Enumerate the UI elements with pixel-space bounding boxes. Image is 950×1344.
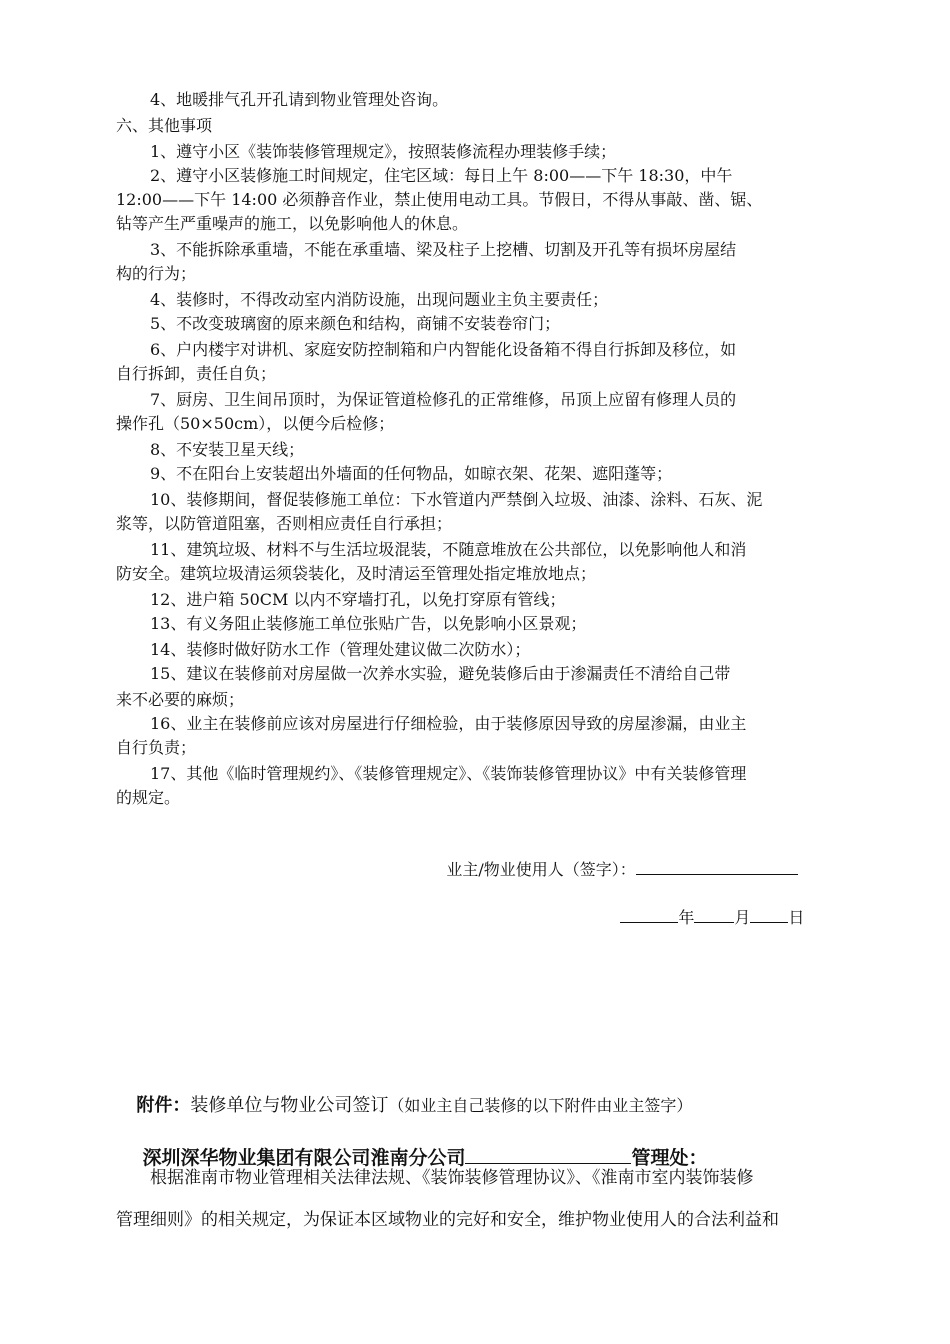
text-line: 7、厨房、卫生间吊顶时，为保证管道检修孔的正常维修，吊顶上应留有修理人员的 (150, 390, 737, 409)
text-line: 来不必要的麻烦； (116, 690, 245, 709)
text-line: 构的行为； (116, 264, 197, 283)
text-line: 钻等产生严重噪声的施工，以免影响他人的休息。 (116, 214, 469, 233)
text-line: 自行拆卸，责任自负； (116, 364, 277, 383)
text-line: 11、建筑垃圾、材料不与生活垃圾混装，不随意堆放在公共部位，以免影响他人和消 (150, 540, 747, 559)
text-line: 12:00——下午 14:00 必须静音作业，禁止使用电动工具。节假日，不得从事敲、凿、锯、 (116, 190, 763, 209)
month-blank[interactable] (694, 906, 734, 923)
text-line: 4、地暖排气孔开孔请到物业管理处咨询。 (150, 90, 449, 109)
company-name: 深圳深华物业集团有限公司淮南分公司 (142, 1147, 466, 1169)
year-label: 年 (678, 908, 695, 927)
paragraph-line: 根据淮南市物业管理相关法律法规、《装饰装修管理协议》、《淮南市室内装饰装修 (150, 1168, 754, 1188)
text-line: 4、装修时，不得改动室内消防设施，出现问题业主负主要责任； (150, 290, 609, 309)
paragraph-line: 管理细则》的相关规定，为保证本区域物业的完好和安全，维护物业使用人的合法利益和 (116, 1210, 779, 1230)
text-line: 5、不改变玻璃窗的原来颜色和结构，商铺不安装卷帘门； (150, 314, 561, 333)
text-line: 自行负责； (116, 738, 197, 757)
text-line: 1、遵守小区《装饰装修管理规定》，按照装修流程办理装修手续； (150, 142, 617, 161)
office-blank[interactable] (465, 1145, 631, 1164)
text-line: 6、户内楼宇对讲机、家庭安防控制箱和户内智能化设备箱不得自行拆卸及移位，如 (150, 340, 737, 359)
text-line: 12、进户箱 50CM 以内不穿墙打孔，以免打穿原有管线； (150, 590, 566, 609)
text-line: 17、其他《临时管理规约》、《装修管理规定》、《装饰装修管理协议》中有关装修管理 (150, 764, 747, 783)
text-line: 防安全。建筑垃圾清运须袋装化，及时清运至管理处指定堆放地点； (116, 564, 597, 583)
text-line: 的规定。 (116, 788, 181, 807)
day-label: 日 (788, 908, 805, 927)
attachment-title: 装修单位与物业公司签订 (190, 1095, 389, 1116)
signature-blank[interactable] (636, 858, 798, 875)
attachment-label: 附件： (136, 1095, 191, 1116)
text-line: 9、不在阳台上安装超出外墙面的任何物品，如晾衣架、花架、遮阳蓬等； (150, 464, 673, 483)
text-line: 13、有义务阻止装修施工单位张贴广告，以免影响小区景观； (150, 614, 587, 633)
signature-label: 业主/物业使用人（签字）： (446, 860, 636, 879)
text-line: 8、不安装卫星天线； (150, 440, 305, 459)
day-blank[interactable] (750, 906, 788, 923)
text-line: 16、业主在装修前应该对房屋进行仔细检验，由于装修原因导致的房屋渗漏，由业主 (150, 714, 747, 733)
text-line: 浆等，以防管道阻塞，否则相应责任自行承担； (116, 514, 453, 533)
month-label: 月 (734, 908, 751, 927)
text-line: 10、装修期间，督促装修施工单位：下水管道内严禁倒入垃圾、油漆、涂料、石灰、泥 (150, 490, 763, 509)
text-line: 3、不能拆除承重墙，不能在承重墙、梁及柱子上挖槽、切割及开孔等有损坏房屋结 (150, 240, 737, 259)
attachment-note: （如业主自己装修的以下附件由业主签字） (388, 1096, 693, 1115)
date-line (600, 886, 804, 948)
text-line: 操作孔（50×50cm），以便今后检修； (116, 414, 395, 433)
year-blank[interactable] (620, 906, 678, 923)
text-line: 14、装修时做好防水工作（管理处建议做二次防水）； (150, 640, 531, 659)
text-line: 15、建议在装修前对房屋做一次养水实验，避免装修后由于渗漏责任不清给自己带 (150, 664, 731, 683)
company-suffix: 管理处： (631, 1147, 708, 1169)
text-line: 2、遵守小区装修施工时间规定，住宅区域：每日上午 8:00——下午 18:30，中午 (150, 166, 733, 185)
section-heading: 六、其他事项 (116, 116, 213, 135)
